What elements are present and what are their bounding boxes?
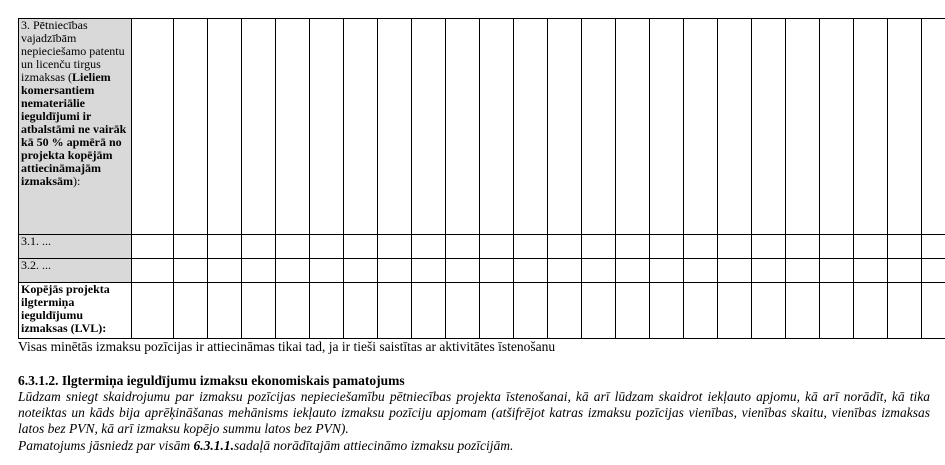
table-cell[interactable] [208, 19, 242, 235]
table-cell[interactable] [650, 19, 684, 235]
table-cell[interactable] [582, 283, 616, 339]
table-row [19, 19, 945, 235]
table-cell[interactable] [582, 235, 616, 259]
table-cell[interactable] [276, 235, 310, 259]
table-cell[interactable] [208, 283, 242, 339]
table-note: Visas minētās izmaksu pozīcijas ir attiecināmas tikai tad, ja ir tieši saistītas ar aktivitātes īstenošanu [18, 339, 556, 354]
table-cell[interactable] [208, 259, 242, 283]
table-cell[interactable] [582, 259, 616, 283]
table-cell[interactable] [480, 235, 514, 259]
table-cell[interactable] [820, 283, 854, 339]
table-cell[interactable] [132, 283, 174, 339]
table-cell[interactable] [344, 259, 378, 283]
table-cell[interactable] [854, 259, 888, 283]
table-cell[interactable] [752, 283, 786, 339]
table-cell[interactable] [820, 19, 854, 235]
table-cell[interactable] [582, 19, 616, 235]
table-cell[interactable] [752, 19, 786, 235]
table-cell[interactable] [548, 19, 582, 235]
table-cell[interactable] [344, 19, 378, 235]
table-cell[interactable] [242, 259, 276, 283]
table-cell[interactable] [888, 283, 922, 339]
table-cell[interactable] [514, 283, 548, 339]
table-cell[interactable] [378, 19, 412, 235]
table-cell[interactable] [208, 235, 242, 259]
table-cell[interactable] [684, 283, 718, 339]
table-cell[interactable] [446, 19, 480, 235]
table-cell[interactable] [174, 259, 208, 283]
table-cell[interactable] [718, 283, 752, 339]
table-cell[interactable] [446, 283, 480, 339]
row-label: 3.1. ... [19, 235, 132, 259]
cost-table [18, 18, 945, 339]
table-cell[interactable] [718, 19, 752, 235]
table-cell[interactable] [650, 283, 684, 339]
table-cell[interactable] [132, 19, 174, 235]
table-cell[interactable] [480, 283, 514, 339]
table-cell[interactable] [276, 19, 310, 235]
table-cell[interactable] [242, 19, 276, 235]
table-row-total [19, 283, 945, 339]
table-cell[interactable] [616, 235, 650, 259]
table-cell[interactable] [650, 235, 684, 259]
table-cell[interactable] [854, 235, 888, 259]
table-cell[interactable] [412, 235, 446, 259]
row-label: 3. Pētniecības vajadzībām nepieciešamo patentu un licenču tirgus izmaksas (Lieliem komersantiem nemateriālie ieguldījumi ir atbalstāmi ne vairāk kā 50 % apmērā no projekta kopējām attiecināmajām izmaksām): [19, 19, 132, 235]
table-cell[interactable] [548, 259, 582, 283]
table-cell[interactable] [514, 259, 548, 283]
table-cell[interactable] [888, 259, 922, 283]
table-cell[interactable] [922, 259, 945, 283]
table-cell[interactable] [344, 283, 378, 339]
table-cell[interactable] [174, 19, 208, 235]
table-cell[interactable] [480, 19, 514, 235]
table-cell[interactable] [242, 235, 276, 259]
table-cell[interactable] [786, 235, 820, 259]
table-cell[interactable] [854, 283, 888, 339]
table-cell[interactable] [276, 283, 310, 339]
section-paragraph-2: Pamatojums jāsniedz par visām 6.3.1.1.sadaļā norādītajām attiecināmo izmaksu pozīcijām. [18, 438, 514, 453]
table-cell[interactable] [132, 259, 174, 283]
table-cell[interactable] [310, 283, 344, 339]
table-cell[interactable] [548, 235, 582, 259]
table-cell[interactable] [174, 283, 208, 339]
table-cell[interactable] [548, 283, 582, 339]
table-cell[interactable] [344, 235, 378, 259]
table-cell[interactable] [752, 259, 786, 283]
table-cell[interactable] [854, 19, 888, 235]
table-cell[interactable] [786, 19, 820, 235]
table-cell[interactable] [922, 19, 945, 235]
table-cell[interactable] [378, 259, 412, 283]
table-row [19, 235, 945, 259]
table-cell[interactable] [616, 283, 650, 339]
table-cell[interactable] [480, 259, 514, 283]
table-cell[interactable] [650, 259, 684, 283]
table-cell[interactable] [820, 259, 854, 283]
table-cell[interactable] [446, 259, 480, 283]
row-label: 3.2. ... [19, 259, 132, 283]
table-cell[interactable] [310, 19, 344, 235]
table-cell[interactable] [888, 19, 922, 235]
table-cell[interactable] [888, 235, 922, 259]
table-cell[interactable] [752, 235, 786, 259]
table-cell[interactable] [132, 235, 174, 259]
section-paragraph: Lūdzam sniegt skaidrojumu par izmaksu pozīcijas nepieciešamību pētniecības projekta īstenošanai, kā arī lūdzam skaidrot iekļauto apjomu, kā arī norādīt, kā tika noteiktas un kāds bija aprēķināšanas mehānisms iekļauto izmaksu pozīciju apjomam (atšifrējot katras izmaksu pozīcijas vienības, vienības skaitu, vienības izmaksas latos bez PVN, kā arī izmaksu kopējo summu latos bez PVN). [18, 389, 930, 436]
table-cell[interactable] [718, 259, 752, 283]
table-cell[interactable] [616, 19, 650, 235]
table-cell[interactable] [786, 283, 820, 339]
table-cell[interactable] [616, 259, 650, 283]
table-row [19, 259, 945, 283]
table-cell[interactable] [174, 235, 208, 259]
table-cell[interactable] [412, 19, 446, 235]
table-cell[interactable] [412, 283, 446, 339]
table-cell[interactable] [412, 259, 446, 283]
table-cell[interactable] [378, 283, 412, 339]
table-cell[interactable] [242, 283, 276, 339]
table-cell[interactable] [820, 235, 854, 259]
section-heading: 6.3.1.2. Ilgtermiņa ieguldījumu izmaksu ekonomiskais pamatojums [18, 373, 405, 388]
table-cell[interactable] [786, 259, 820, 283]
total-label: Kopējās projekta ilgtermiņa ieguldījumu izmaksas (LVL): [19, 283, 132, 339]
table-cell[interactable] [514, 19, 548, 235]
table-cell[interactable] [684, 259, 718, 283]
table-cell[interactable] [446, 235, 480, 259]
table-cell[interactable] [378, 235, 412, 259]
table-cell[interactable] [718, 235, 752, 259]
table-cell[interactable] [276, 259, 310, 283]
table-cell[interactable] [310, 235, 344, 259]
table-cell[interactable] [684, 235, 718, 259]
table-cell[interactable] [514, 235, 548, 259]
table-cell[interactable] [310, 259, 344, 283]
table-cell[interactable] [922, 235, 945, 259]
table-cell[interactable] [684, 19, 718, 235]
table-cell[interactable] [922, 283, 945, 339]
